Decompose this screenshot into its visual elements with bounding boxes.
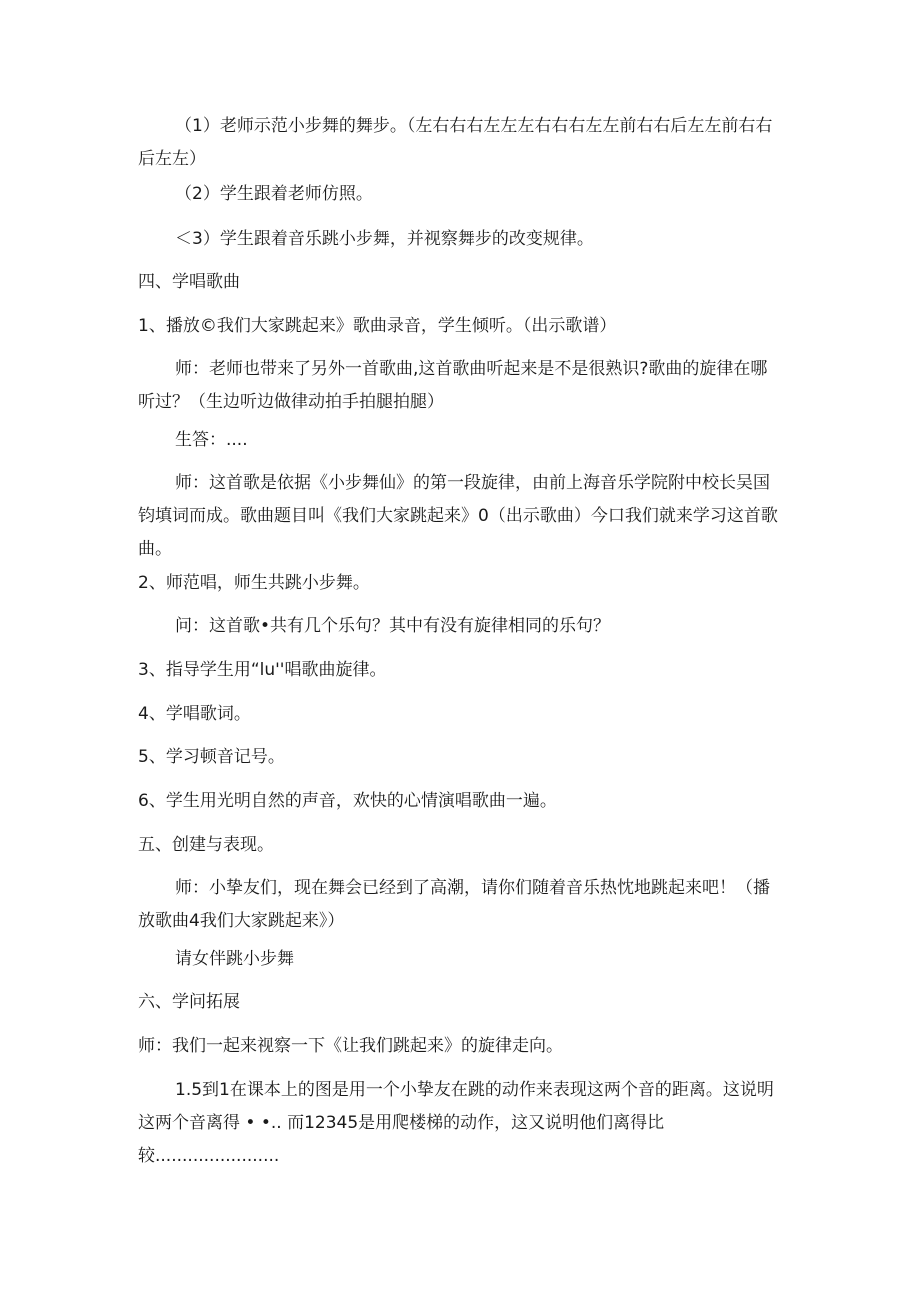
- paragraph-7: 生答：....: [175, 430, 248, 450]
- paragraph-13: 5、学习顿音记号。: [138, 747, 285, 767]
- paragraph-20: 1.5到1在课本上的图是用一个小挚友在跳的动作来表现这两个音的距离。这说明这两个音离得 • •.. 而12345是用爬楼梯的动作，这又说明他们离得比较.......................: [138, 1080, 774, 1166]
- section-heading-18: 六、学问拓展: [138, 992, 240, 1012]
- paragraph-1: （1）老师示范小步舞的舞步。（左右右右左左左右右右左左前右右后左左前右右后左左）: [138, 116, 773, 169]
- paragraph-9: 2、师范唱，师生共跳小步舞。: [138, 573, 370, 593]
- paragraph-10: 问：这首歌•共有几个乐句？其中有没有旋律相同的乐句？: [175, 616, 611, 636]
- paragraph-5: 1、播放©我们大家跳起来》歌曲录音，学生倾听。（出示歌谱）: [138, 316, 617, 336]
- paragraph-19: 师：我们一起来视察一下《让我们跳起来》的旋律走向。: [138, 1036, 563, 1056]
- paragraph-12: 4、学唱歌词。: [138, 704, 251, 724]
- paragraph-14: 6、学生用光明自然的声音，欢快的心情演唱歌曲一遍。: [138, 791, 557, 811]
- paragraph-11: 3、指导学生用“lu''唱歌曲旋律。: [138, 660, 387, 680]
- paragraph-3: ＜3）学生跟着音乐跳小步舞，并视察舞步的改变规律。: [175, 229, 594, 249]
- paragraph-6: 师：老师也带来了另外一首歌曲,这首歌曲听起来是不是很熟识?歌曲的旋律在哪听过？（生边听边做律动拍手拍腿拍腿）: [138, 359, 768, 412]
- paragraph-8: 师：这首歌是依据《小步舞仙》的第一段旋律，由前上海音乐学院附中校长吴国钧填词而成。歌曲题目叫《我们大家跳起来》0（出示歌曲）今口我们就来学习这首歌曲。: [138, 473, 778, 559]
- paragraph-16: 师：小挚友们，现在舞会已经到了高潮，请你们随着音乐热忱地跳起来吧！（播放歌曲4我们大家跳起来》）: [138, 878, 770, 931]
- paragraph-2: （2）学生跟着老师仿照。: [175, 184, 373, 204]
- section-heading-4: 四、学唱歌曲: [138, 272, 240, 292]
- section-heading-15: 五、创建与表现。: [138, 835, 274, 855]
- paragraph-17: 请女伴跳小步舞: [175, 949, 294, 969]
